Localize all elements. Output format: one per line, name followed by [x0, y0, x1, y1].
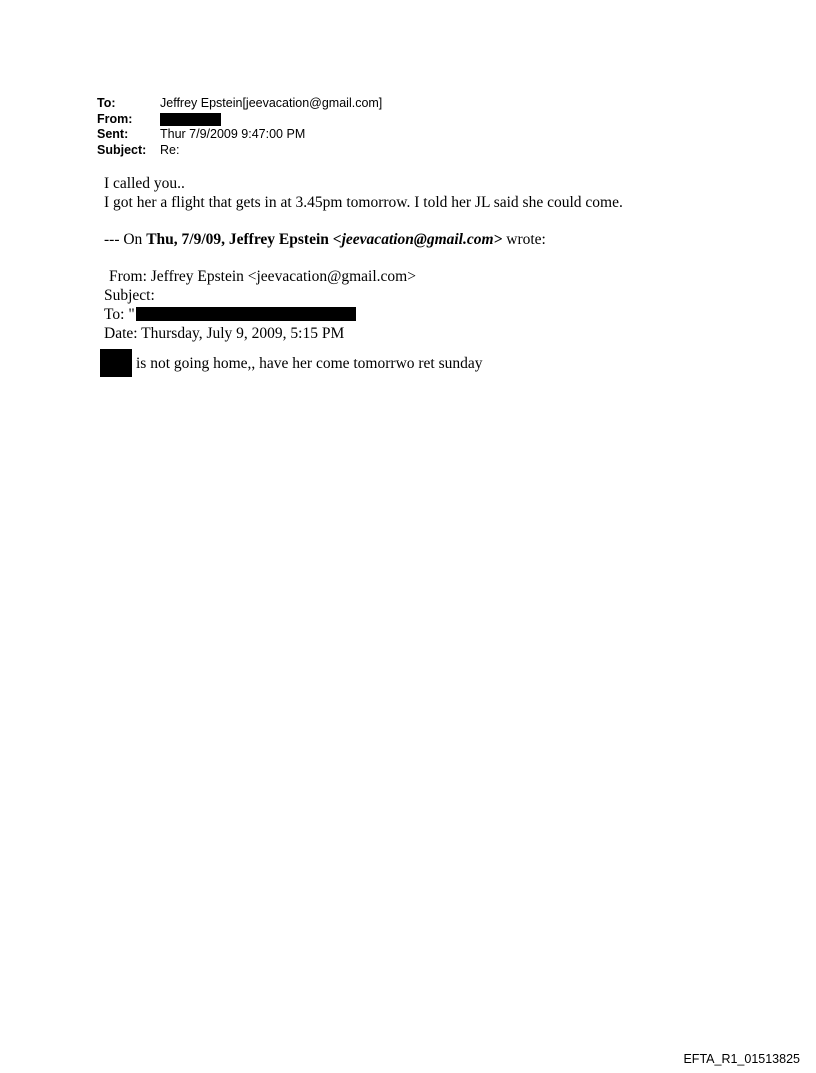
quoted-header	[104, 267, 416, 343]
to-label: To:	[97, 96, 116, 110]
quote-prefix: --- On	[104, 231, 147, 248]
sent-row	[97, 127, 382, 143]
subject-value: Re:	[160, 142, 180, 157]
quoted-date-line: Date: Thursday, July 9, 2009, 5:15 PM	[104, 325, 345, 342]
from-label: From:	[97, 111, 133, 126]
quoted-message	[100, 349, 483, 377]
to-value: Jeffrey Epstein[jeevacation@gmail.com]	[160, 96, 383, 110]
reply-line-2: I got her a flight that gets in at 3.45pm tomorrow. I told her JL said she could come.	[104, 194, 623, 211]
document-id: EFTA_R1_01513825	[683, 1052, 800, 1066]
quoted-subject-line: Subject:	[104, 287, 155, 304]
subject-label: Subject:	[97, 142, 147, 157]
sent-label: Sent:	[97, 127, 129, 141]
subject-row	[97, 143, 382, 159]
to-row	[97, 96, 382, 112]
reply-line-1: I called you..	[104, 175, 185, 192]
quote-date: Thu, 7/9/09, Jeffrey Epstein	[146, 231, 333, 248]
quote-suffix: wrote:	[502, 231, 546, 248]
sent-value: Thur 7/9/2009 9:47:00 PM	[160, 127, 306, 141]
email-header	[97, 96, 382, 158]
redaction-box	[100, 349, 132, 377]
quote-attribution	[104, 230, 546, 249]
quoted-to-line	[104, 305, 416, 324]
reply-body	[104, 174, 623, 212]
quoted-to-prefix: To: "	[104, 306, 135, 323]
quoted-from-line: From: Jeffrey Epstein <jeevacation@gmail.com>	[109, 268, 416, 285]
redaction-box	[160, 113, 221, 126]
redaction-box	[136, 307, 356, 321]
quote-email: <jeevacation@gmail.com>	[332, 231, 503, 248]
from-row	[97, 112, 382, 128]
quoted-message-text: is not going home,, have her come tomorrwo ret sunday	[136, 354, 483, 372]
